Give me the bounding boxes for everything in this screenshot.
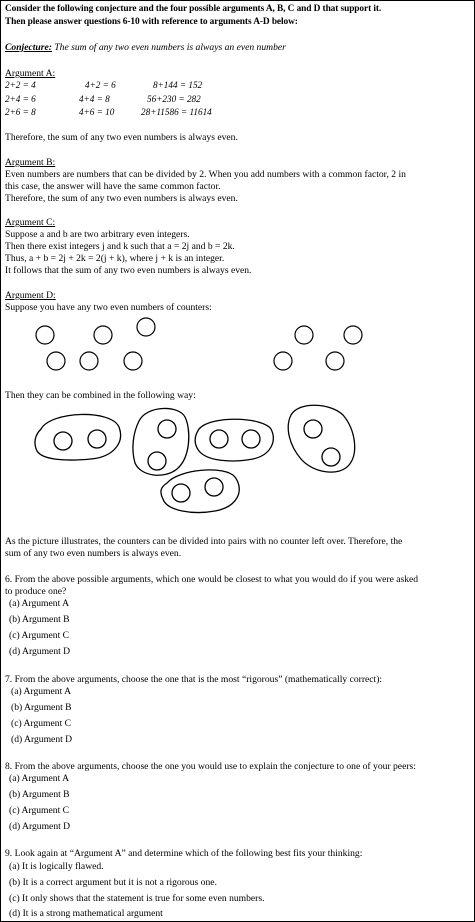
counter [137,318,155,336]
question-7-text: 7. From the above arguments, choose the one that is the most “rigorous” (mathematically correct): [5,674,383,685]
conjecture-text: The sum of any two even numbers is always an even number [54,42,286,53]
pair-loop [288,405,354,472]
paired-counters-figure [1,399,474,517]
question-6-option-d[interactable]: (d) Argument D [9,646,71,657]
argument-c-line: Suppose a and b are two arbitrary even integers. [5,229,190,240]
counter [94,326,112,344]
example: 8+144 = 152 [153,80,203,90]
counter [148,452,166,470]
question-9-option-b[interactable]: (b) It is a correct argument but it is not a rigorous one. [9,877,217,888]
argument-b-heading: Argument B: [5,157,56,168]
counter [172,484,190,502]
question-8-option-c[interactable]: (c) Argument C [9,805,70,816]
counter [304,420,322,438]
counter [242,430,260,448]
question-8-text: 8. From the above arguments, choose the one you would use to explain the conjecture to one of your peers: [5,761,416,772]
counter [274,352,292,370]
question-7-option-b[interactable]: (b) Argument B [11,702,72,713]
argument-c-line: It follows that the sum of any two even numbers is always even. [5,265,252,276]
argument-c-heading: Argument C: [5,217,56,228]
counter [47,352,65,370]
question-6-text: 6. From the above possible arguments, which one would be closest to what you would do if you were asked [5,574,419,585]
intro-line-1: Consider the following conjecture and the four possible arguments A, B, C and D that support it. [5,4,382,14]
example: 2+6 = 8 [5,107,36,117]
argument-b-line: Even numbers are numbers that can be divided by 2. When you add numbers with a common factor, 2 in [5,169,406,180]
conjecture-label: Conjecture: [5,42,52,53]
argument-d-conclusion-line: As the picture illustrates, the counters can be divided into pairs with no counter left over. Therefore, the [5,536,403,547]
question-8-option-d[interactable]: (d) Argument D [9,821,71,832]
example: 2+4 = 6 [5,94,36,104]
intro-line-2: Then please answer questions 6-10 with reference to arguments A-D below: [5,17,298,27]
counter [36,326,54,344]
question-8-option-b[interactable]: (b) Argument B [9,789,70,800]
argument-b-line: Therefore, the sum of any two even numbers is always even. [5,193,238,204]
counter [54,432,72,450]
question-7-option-a[interactable]: (a) Argument A [11,686,72,697]
question-8-option-a[interactable]: (a) Argument A [9,773,70,784]
example: 4+2 = 6 [85,80,116,90]
argument-c-line: Then there exist integers j and k such that a = 2j and b = 2k. [5,241,235,252]
pair-loop [133,408,189,475]
counter [344,326,362,344]
example: 2+2 = 4 [5,80,36,90]
example: 28+11586 = 11614 [141,107,212,117]
example: 4+4 = 8 [79,94,110,104]
question-6-option-a[interactable]: (a) Argument A [9,598,70,609]
example: 4+6 = 10 [79,107,115,117]
counter [210,430,228,448]
counter [88,430,106,448]
argument-c-line: Thus, a + b = 2j + 2k = 2(j + k), where j + k is an integer. [5,253,225,264]
argument-d-intro: Suppose you have any two even numbers of counters: [5,302,212,313]
argument-d-combine: Then they can be combined in the following way: [5,390,196,401]
question-9-text: 9. Look again at “Argument A” and determine which of the following best fits your thinking: [5,848,363,859]
example: 56+230 = 282 [147,94,201,104]
argument-b-line: this case, the answer will have the same common factor. [5,181,221,192]
argument-a-heading: Argument A: [5,68,56,79]
question-7-option-d[interactable]: (d) Argument D [11,734,73,745]
question-6-option-b[interactable]: (b) Argument B [9,614,70,625]
question-7-option-c[interactable]: (c) Argument C [11,718,72,729]
argument-d-heading: Argument D: [5,290,56,301]
counter [158,420,176,438]
counter [295,326,313,344]
question-9-option-d[interactable]: (d) It is a strong mathematical argument [9,908,163,919]
counter [80,352,98,370]
counters-groups-figure [1,311,474,381]
question-6-option-c[interactable]: (c) Argument C [9,630,70,641]
question-9-option-a[interactable]: (a) It is logically flawed. [9,861,104,872]
question-6-text: to produce one? [5,586,67,597]
pair-loop [195,419,273,461]
argument-d-conclusion-line: sum of any two even numbers is always even. [5,548,182,559]
conjecture [5,42,286,53]
counter [205,478,223,496]
argument-a-conclusion: Therefore, the sum of any two even numbers is always even. [5,132,238,143]
pair-loop [35,414,121,460]
question-9-option-c[interactable]: (c) It only shows that the statement is true for some even numbers. [9,893,265,904]
counter [124,352,142,370]
counter [326,352,344,370]
counter [322,448,340,466]
